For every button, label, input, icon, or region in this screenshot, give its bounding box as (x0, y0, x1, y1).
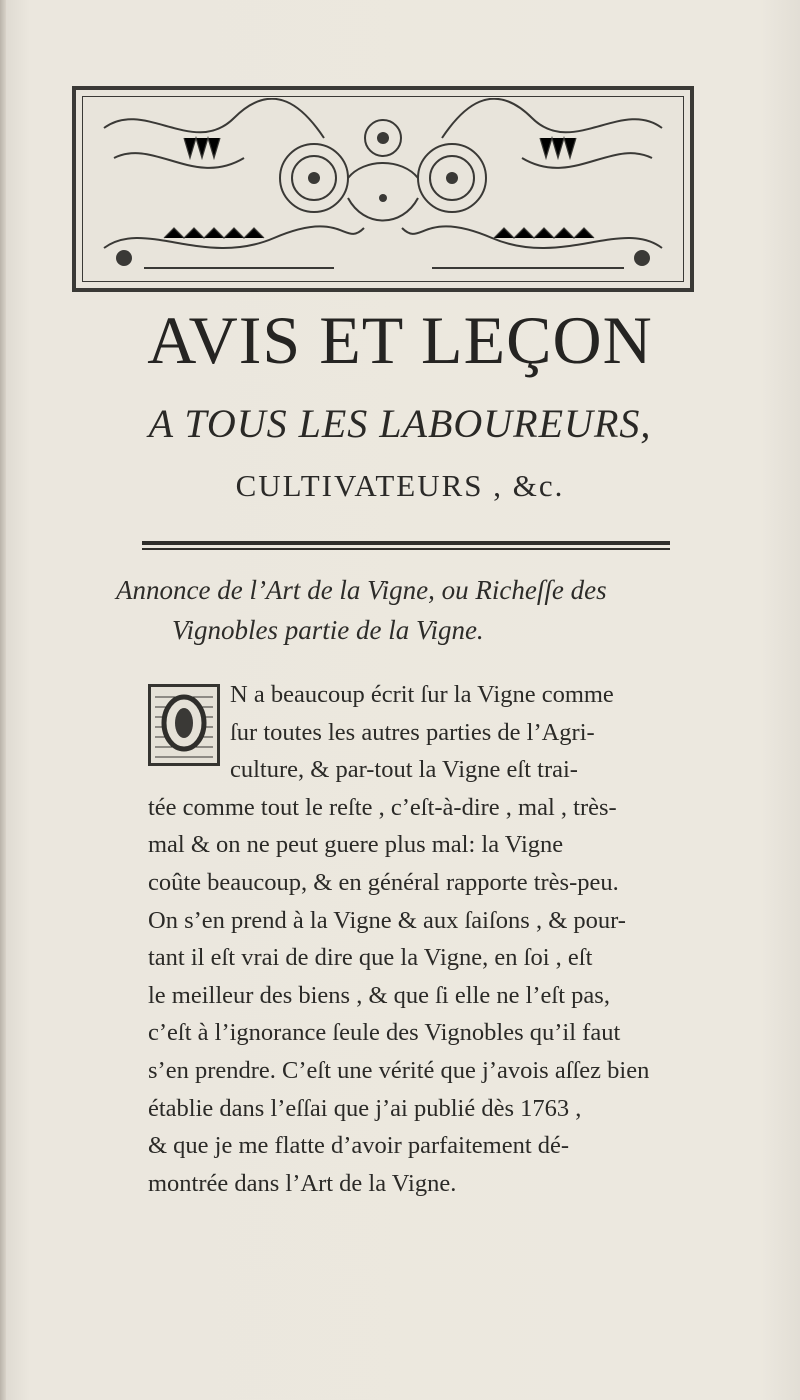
divider-thin (142, 548, 670, 550)
body-line: On s’en prend à la Vigne & aux ſaiſons , & pour- (148, 906, 626, 934)
body-line: c’eſt à l’ignorance ſeule des Vignobles qu’il faut (148, 1019, 621, 1047)
body-line: le meilleur des biens , & que ſi elle ne l’eſt pas, (148, 981, 610, 1009)
body-line: culture, & par-tout la Vigne eſt trai- (230, 756, 578, 784)
body-line: tée comme tout le reſte , c’eſt-à-dire , mal , très- (148, 793, 617, 821)
initial-ornament-icon (151, 687, 217, 763)
announcement-line-2: Vignobles partie de la Vigne. (172, 615, 484, 645)
page-title: AVIS ET LEÇON (147, 302, 653, 378)
headpiece-ornament-icon (84, 98, 682, 280)
divider-thick (142, 541, 670, 545)
page-spine-shadow (0, 0, 6, 1400)
body-line: coûte beaucoup, & en général rapporte très-peu. (148, 869, 619, 896)
body-line: établie dans l’eſſai que j’ai publié dès 1763 , (148, 1094, 582, 1122)
body-line: & que je me flatte d’avoir parfaitement dé- (148, 1132, 570, 1160)
page-subtitle: A TOUS LES LABOUREURS, (148, 401, 652, 446)
announcement-line-1: Annonce de l’Art de la Vigne, ou Richeſſe des (116, 575, 607, 605)
ornamental-headpiece (72, 86, 694, 292)
announcement (116, 570, 766, 650)
caps-line: CULTIVATEURS , &c. (235, 468, 565, 503)
decorated-initial-o-icon (148, 684, 220, 766)
body-line: N a beaucoup écrit ſur la Vigne comme (230, 681, 614, 708)
body-line: montrée dans l’Art de la Vigne. (148, 1169, 457, 1197)
body-line: tant il eſt vrai de dire que la Vigne, en ſoi , eſt (148, 944, 593, 972)
body-line: mal & on ne peut guere plus mal: la Vigne (148, 831, 564, 859)
body-line: s’en prendre. C’eſt une vérité que j’avois aſſez bien (148, 1057, 650, 1084)
body-line: ſur toutes les autres parties de l’Agri- (230, 718, 595, 746)
